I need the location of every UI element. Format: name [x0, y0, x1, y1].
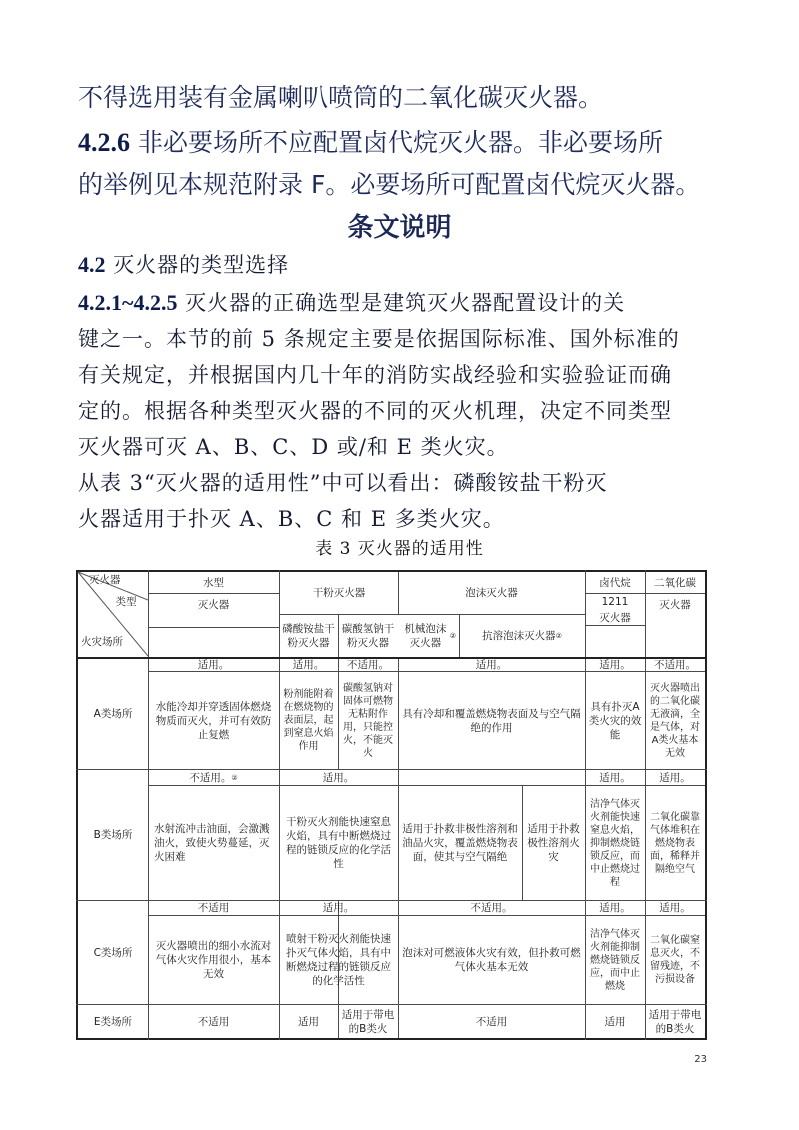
c-status-co2: 适用。 — [659, 902, 691, 914]
b-water-desc: 水射流冲击油面，会激溅油火，致使火势蔓延，灭火困难 — [154, 823, 270, 863]
b-status-halon: 适用。 — [599, 771, 631, 784]
header-halon-2: 1211 — [601, 596, 629, 608]
anti-foam-sup: ② — [555, 632, 562, 640]
clause-426-number: 4.2.6 — [78, 128, 130, 157]
para1-line-1-text: 灭火器的正确选型是建筑灭火器配置设计的关 — [177, 291, 626, 315]
mech-foam-label: 机械泡沫灭火器 — [404, 623, 447, 649]
e-ammon: 适用 — [298, 1015, 319, 1028]
a-water-desc: 水能冷却并穿透固体燃烧物质而灭火，并可有效防止复燃 — [155, 700, 272, 741]
b-status-powder: 适用。 — [322, 771, 355, 784]
c-co2-desc: 二氧化碳窒息灭火，不留残迹，不污损设备 — [650, 935, 700, 985]
b-status-water-sup: ② — [231, 773, 238, 782]
header-powder: 干粉灭火器 — [312, 587, 366, 599]
c-status-water: 不适用 — [197, 902, 230, 914]
corner-bottom-label: 火灾场所 — [81, 636, 123, 648]
row-label-b: B类场所 — [93, 829, 133, 841]
header-water-1: 水型 — [203, 576, 224, 589]
page-number: 23 — [694, 1054, 707, 1065]
header-halon-1: 卤代烷 — [599, 576, 631, 589]
row-label-a: A类场所 — [93, 708, 133, 720]
b-status-co2: 适用。 — [659, 771, 691, 784]
section-421-number: 4.2.1~4.2.5 — [78, 290, 178, 315]
applicability-table — [76, 570, 707, 1040]
clause-426-text-a: 非必要场所不应配置卤代烷灭火器。非必要场所 — [130, 128, 663, 157]
header-mech-foam — [398, 615, 459, 657]
b-powder-desc: 干粉灭火剂能快速窒息火焰，具有中断燃烧过程的链锁反应的化学活性 — [286, 816, 391, 870]
a-halon-desc: 具有扑灭A类火灾的效能 — [588, 700, 642, 741]
a-bicarb-desc: 碳酸氢钠对固体可燃物无粘附作用，只能控火，不能灭火 — [343, 682, 393, 759]
mech-foam-sup: ② — [449, 632, 456, 640]
a-co2-desc: 灭火器喷出的二氧化碳无液滴，全是气体，对A类火基本无效 — [650, 682, 700, 759]
header-halon-3: 灭火器 — [599, 611, 631, 624]
header-foam: 泡沫灭火器 — [465, 587, 518, 599]
header-co2-1: 二氧化碳 — [654, 576, 696, 589]
row-label-c: C类场所 — [93, 946, 133, 959]
b-status-water-text: 不适用。 — [189, 771, 232, 784]
e-halon: 适用 — [604, 1015, 626, 1028]
header-anti-foam — [459, 615, 585, 657]
e-water: 不适用 — [197, 1015, 230, 1028]
a-status-foam: 适用。 — [475, 659, 508, 671]
e-co2: 适用于带电的B类火 — [648, 1008, 702, 1035]
anti-foam-label: 抗溶泡沫灭火器 — [482, 630, 556, 642]
b-halon-desc: 洁净气体灭火剂能快速窒息火焰，抑制燃烧链锁反应，而中止燃烧过程 — [590, 798, 640, 888]
a-status-water: 适用。 — [197, 659, 230, 671]
para2-line-2: 火器适用于扑灭 A、B、C 和 E 多类火灾。 — [78, 507, 505, 531]
para1-line-5: 灭火器可灭 A、B、C、D 或/和 E 类火灾。 — [78, 435, 509, 459]
corner-top-label: 灭火器 — [89, 574, 121, 586]
table-caption: 表 3 灭火器的适用性 — [315, 539, 484, 559]
c-halon-desc: 洁净气体灭火剂能抑制燃烧链锁反应，而中止燃烧 — [590, 928, 640, 992]
c-foam-desc: 泡沫对可燃液体火灾有效，但扑救可燃气体火基本无效 — [402, 947, 581, 973]
a-status-co2: 不适用。 — [654, 659, 696, 671]
header-ammon-phos: 磷酸铵盐干粉灭火器 — [282, 623, 335, 649]
a-ammon-desc: 粉剂能附着在燃烧物的表面层，起到窒息火焰作用 — [283, 689, 334, 752]
section-heading: 条文说明 — [347, 213, 452, 243]
a-status-ammon: 适用。 — [292, 659, 325, 671]
line1-text: 不得选用装有金属喇叭喷筒的二氧化碳灭火器。 — [78, 83, 604, 112]
para1-line-2: 键之一。本节的前 5 条规定主要是依据国际标准、国外标准的 — [78, 327, 680, 351]
c-status-powder: 适用。 — [322, 902, 355, 914]
section-42-title — [78, 249, 289, 279]
b-status-water — [148, 770, 279, 785]
para1-line-1 — [78, 287, 625, 317]
row-label-e: E类场所 — [93, 1015, 133, 1028]
b-anti-foam-desc: 适用于扑救极性溶剂火灾 — [527, 823, 580, 863]
header-sodium-bicarb: 碳酸氢钠干粉灭火器 — [341, 623, 395, 649]
para1-line-4: 定的。根据各种类型灭火器的不同的灭火机理，决定不同类型 — [78, 399, 672, 423]
c-status-halon: 适用。 — [599, 902, 631, 914]
e-foam: 不适用 — [475, 1015, 508, 1028]
corner-mid-label: 类型 — [115, 596, 137, 608]
section-42-number: 4.2 — [78, 252, 106, 277]
e-bicarb: 适用于带电的B类火 — [341, 1008, 395, 1035]
section-42-title-text: 灭火器的类型选择 — [105, 253, 290, 277]
clause-426-line-a — [78, 123, 663, 159]
para2-line-1: 从表 3“灭火器的适用性”中可以看出：磷酸铵盐干粉灭 — [78, 471, 608, 495]
header-water-2: 灭火器 — [197, 599, 230, 611]
a-status-halon: 适用。 — [599, 659, 631, 671]
clause-426-line-b — [78, 165, 700, 201]
para1-line-3: 有关规定，并根据国内几十年的消防实战经验和实验验证而确 — [78, 363, 672, 387]
body-line-1 — [78, 78, 603, 114]
c-status-foam: 不适用。 — [470, 902, 513, 914]
header-co2-2: 灭火器 — [659, 599, 691, 611]
clause-426-text-b: 的举例见本规范附录 F。必要场所可配置卤代烷灭火器。 — [78, 170, 701, 199]
b-mech-foam-desc: 适用于扑救非极性溶剂和油品火灾，覆盖燃烧物表面，使其与空气隔绝 — [402, 823, 518, 863]
a-status-bicarb: 不适用。 — [347, 659, 389, 671]
a-foam-desc: 具有冷却和覆盖燃烧物表面及与空气隔绝的作用 — [402, 707, 581, 734]
c-water-desc: 灭火器喷出的细小水流对气体火灾作用很小，基本无效 — [155, 940, 272, 980]
b-co2-desc: 二氧化碳靠气体堆积在燃烧物表面，稀释并隔绝空气 — [650, 811, 700, 875]
c-powder-desc: 喷射干粉灭火剂能快速扑灭气体火焰，具有中断燃烧过程的链锁反应的化学活性 — [286, 933, 391, 987]
